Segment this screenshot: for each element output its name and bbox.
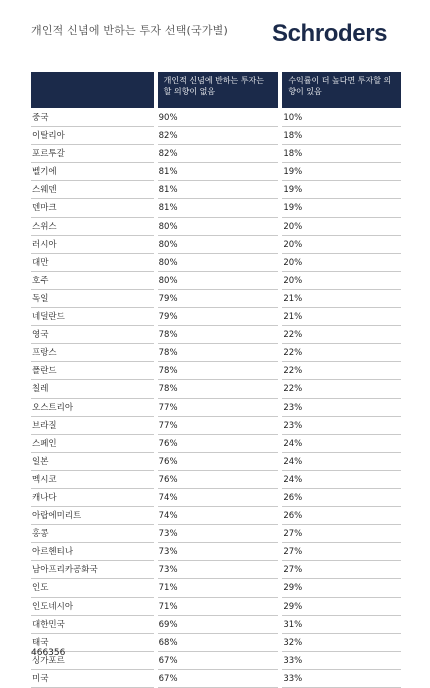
unwilling-cell: 81%	[158, 199, 279, 217]
table-row	[31, 362, 401, 380]
table-row	[31, 380, 401, 398]
table-row	[31, 399, 401, 417]
country-cell: 스위스	[31, 218, 154, 236]
country-cell: 인도	[31, 579, 154, 597]
willing-cell: 23%	[282, 417, 401, 435]
unwilling-cell: 74%	[158, 489, 279, 507]
unwilling-cell: 79%	[158, 290, 279, 308]
unwilling-cell: 77%	[158, 399, 279, 417]
table-row	[31, 218, 401, 236]
willing-cell: 24%	[282, 471, 401, 489]
unwilling-cell: 73%	[158, 561, 279, 579]
table-row	[31, 543, 401, 561]
country-cell: 남아프리카공화국	[31, 561, 154, 579]
table-row	[31, 199, 401, 217]
table-row	[31, 598, 401, 616]
willing-cell: 22%	[282, 326, 401, 344]
unwilling-cell: 78%	[158, 380, 279, 398]
table-row	[31, 308, 401, 326]
unwilling-cell: 78%	[158, 344, 279, 362]
country-cell: 칠레	[31, 380, 154, 398]
country-cell: 아랍에미리트	[31, 507, 154, 525]
table-row	[31, 471, 401, 489]
willing-cell: 22%	[282, 362, 401, 380]
page-header	[0, 0, 430, 60]
willing-cell: 22%	[282, 344, 401, 362]
country-cell: 태국	[31, 634, 154, 652]
unwilling-cell: 73%	[158, 543, 279, 561]
table-row	[31, 435, 401, 453]
unwilling-cell: 76%	[158, 471, 279, 489]
unwilling-cell: 67%	[158, 670, 279, 688]
willing-cell: 19%	[282, 199, 401, 217]
willing-cell: 26%	[282, 489, 401, 507]
table-row	[31, 652, 401, 670]
header-country	[31, 72, 154, 108]
table-row	[31, 181, 401, 199]
results-table	[31, 72, 401, 688]
willing-cell: 27%	[282, 525, 401, 543]
country-cell: 미국	[31, 670, 154, 688]
table-row	[31, 561, 401, 579]
willing-cell: 10%	[282, 109, 401, 127]
country-cell: 포르투갈	[31, 145, 154, 163]
willing-cell: 20%	[282, 218, 401, 236]
table-row	[31, 670, 401, 688]
unwilling-cell: 69%	[158, 616, 279, 634]
table-row	[31, 127, 401, 145]
unwilling-cell: 71%	[158, 598, 279, 616]
country-cell: 브라질	[31, 417, 154, 435]
unwilling-cell: 80%	[158, 236, 279, 254]
country-cell: 프랑스	[31, 344, 154, 362]
unwilling-cell: 77%	[158, 417, 279, 435]
table-row	[31, 145, 401, 163]
willing-cell: 31%	[282, 616, 401, 634]
table-row	[31, 344, 401, 362]
unwilling-cell: 82%	[158, 127, 279, 145]
table-header-row	[31, 72, 401, 108]
country-cell: 캐나다	[31, 489, 154, 507]
table-row	[31, 109, 401, 127]
document-code: 466356	[31, 648, 66, 658]
willing-cell: 20%	[282, 254, 401, 272]
country-cell: 일본	[31, 453, 154, 471]
willing-cell: 21%	[282, 308, 401, 326]
willing-cell: 26%	[282, 507, 401, 525]
country-cell: 네덜란드	[31, 308, 154, 326]
country-cell: 대만	[31, 254, 154, 272]
unwilling-cell: 80%	[158, 272, 279, 290]
table-row	[31, 525, 401, 543]
table-row	[31, 254, 401, 272]
unwilling-cell: 81%	[158, 163, 279, 181]
unwilling-cell: 68%	[158, 634, 279, 652]
willing-cell: 20%	[282, 272, 401, 290]
country-cell: 아르헨티나	[31, 543, 154, 561]
unwilling-cell: 71%	[158, 579, 279, 597]
willing-cell: 29%	[282, 598, 401, 616]
country-cell: 러시아	[31, 236, 154, 254]
country-cell: 홍콩	[31, 525, 154, 543]
country-cell: 인도네시아	[31, 598, 154, 616]
country-cell: 오스트리아	[31, 399, 154, 417]
table-row	[31, 616, 401, 634]
header-unwilling: 개인적 신념에 반하는 투자는 할 의향이 없음	[158, 72, 279, 108]
table-row	[31, 489, 401, 507]
unwilling-cell: 79%	[158, 308, 279, 326]
country-cell: 독일	[31, 290, 154, 308]
unwilling-cell: 80%	[158, 218, 279, 236]
willing-cell: 33%	[282, 652, 401, 670]
willing-cell: 27%	[282, 561, 401, 579]
table-row	[31, 507, 401, 525]
table-row	[31, 163, 401, 181]
unwilling-cell: 80%	[158, 254, 279, 272]
unwilling-cell: 81%	[158, 181, 279, 199]
header-willing: 수익률이 더 높다면 투자할 의향이 있음	[282, 72, 401, 108]
table-row	[31, 326, 401, 344]
unwilling-cell: 73%	[158, 525, 279, 543]
country-cell: 영국	[31, 326, 154, 344]
willing-cell: 20%	[282, 236, 401, 254]
table-body	[31, 109, 401, 688]
unwilling-cell: 67%	[158, 652, 279, 670]
unwilling-cell: 76%	[158, 435, 279, 453]
willing-cell: 18%	[282, 127, 401, 145]
willing-cell: 19%	[282, 181, 401, 199]
schroders-logo: Schroders	[272, 20, 388, 47]
willing-cell: 24%	[282, 453, 401, 471]
willing-cell: 22%	[282, 380, 401, 398]
country-cell: 스웨덴	[31, 181, 154, 199]
country-cell: 호주	[31, 272, 154, 290]
country-cell: 벨기에	[31, 163, 154, 181]
unwilling-cell: 76%	[158, 453, 279, 471]
willing-cell: 24%	[282, 435, 401, 453]
country-cell: 대한민국	[31, 616, 154, 634]
country-cell: 스페인	[31, 435, 154, 453]
willing-cell: 27%	[282, 543, 401, 561]
willing-cell: 19%	[282, 163, 401, 181]
table-row	[31, 579, 401, 597]
unwilling-cell: 90%	[158, 109, 279, 127]
page-title: 개인적 신념에 반하는 투자 선택(국가별)	[31, 24, 228, 37]
table-row	[31, 417, 401, 435]
willing-cell: 23%	[282, 399, 401, 417]
country-cell: 중국	[31, 109, 154, 127]
willing-cell: 18%	[282, 145, 401, 163]
unwilling-cell: 82%	[158, 145, 279, 163]
table-row	[31, 453, 401, 471]
table-row	[31, 236, 401, 254]
willing-cell: 21%	[282, 290, 401, 308]
country-cell: 덴마크	[31, 199, 154, 217]
willing-cell: 29%	[282, 579, 401, 597]
country-cell: 싱가포르	[31, 652, 154, 670]
table-row	[31, 272, 401, 290]
country-cell: 멕시코	[31, 471, 154, 489]
willing-cell: 33%	[282, 670, 401, 688]
unwilling-cell: 78%	[158, 362, 279, 380]
table-row	[31, 634, 401, 652]
unwilling-cell: 78%	[158, 326, 279, 344]
unwilling-cell: 74%	[158, 507, 279, 525]
country-cell: 이탈리아	[31, 127, 154, 145]
table-row	[31, 290, 401, 308]
country-cell: 폴란드	[31, 362, 154, 380]
willing-cell: 32%	[282, 634, 401, 652]
